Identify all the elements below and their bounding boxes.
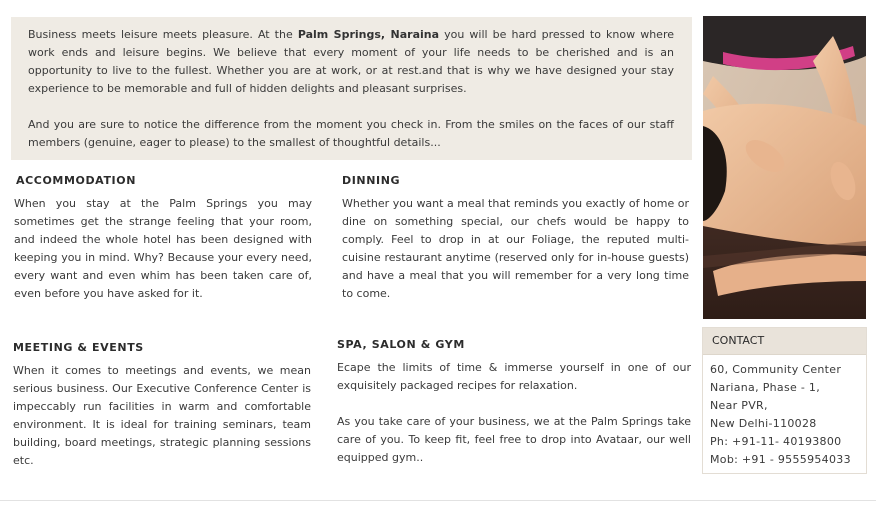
spa-text-2: As you take care of your business, we at the Palm Springs take care of you. To keep fit, feel free to drop into Avataar, our well equipped gym.. [337, 415, 691, 464]
meeting-heading: MEETING & EVENTS [13, 341, 144, 354]
meeting-text: When it comes to meetings and events, we mean serious business. Our Executive Conference Center is impeccably run facilities in warm and comfortable environment. It is ideal for training seminars, team building, board meetings, strategic planning sessions etc. [13, 364, 311, 467]
contact-line: Nariana, Phase - 1, [710, 381, 820, 394]
accommodation-heading: ACCOMMODATION [16, 174, 136, 187]
accommodation-section [14, 172, 312, 303]
dinning-text: Whether you want a meal that reminds you exactly of home or dine on something special, our chefs would be happy to comply. Feel to drop in at our Foliage, the reputed multi-cuisine restaurant anytime (reserved only for in-house guests) and have a meal that you will remember for a very long time to come. [342, 197, 689, 300]
massage-photo [703, 16, 866, 319]
dinning-heading: DINNING [342, 174, 401, 187]
divider [0, 500, 876, 501]
intro-paragraph-2: And you are sure to notice the difference from the moment you check in. From the smiles on the faces of our staff members (genuine, eager to please) to the smallest of thoughtful details... [28, 118, 674, 149]
contact-line: 60, Community Center [710, 363, 842, 376]
intro-panel [11, 17, 692, 160]
contact-phone: Ph: +91-11- 40193800 [710, 435, 842, 448]
contact-heading: CONTACT [703, 328, 866, 355]
massage-illustration [703, 16, 866, 319]
contact-box [702, 327, 867, 474]
contact-line: New Delhi-110028 [710, 417, 817, 430]
dinning-section [342, 172, 689, 303]
meeting-section [13, 339, 311, 470]
intro-paragraph-1 [28, 26, 674, 98]
intro-text-cont: you will be hard pressed to know where work ends and leisure begins. We believe that every moment of your life needs to be cherished and is an opportunity to live to the fullest. Whether you are at work, or at rest.and that is why we have designed your stay experience to be memorable and full of hidden delights and pleasant surprises. [28, 28, 674, 95]
intro-text: Business meets leisure meets pleasure. At the [28, 28, 298, 41]
spa-heading: SPA, SALON & GYM [337, 338, 465, 351]
spa-text-1: Ecape the limits of time & immerse yourself in one of our exquisitely packaged recipes for relaxation. [337, 361, 691, 392]
hotel-name: Palm Springs, Naraina [297, 28, 440, 41]
spa-section [337, 336, 691, 467]
contact-details [703, 355, 866, 469]
contact-line: Near PVR, [710, 399, 768, 412]
contact-mobile: Mob: +91 - 9555954033 [710, 453, 851, 466]
accommodation-text: When you stay at the Palm Springs you may sometimes get the strange feeling that your room, and indeed the whole hotel has been designed with keeping you in mind. Why? Because your every need, every want and even whim has been taken care of, even before you have asked for it. [14, 197, 312, 300]
